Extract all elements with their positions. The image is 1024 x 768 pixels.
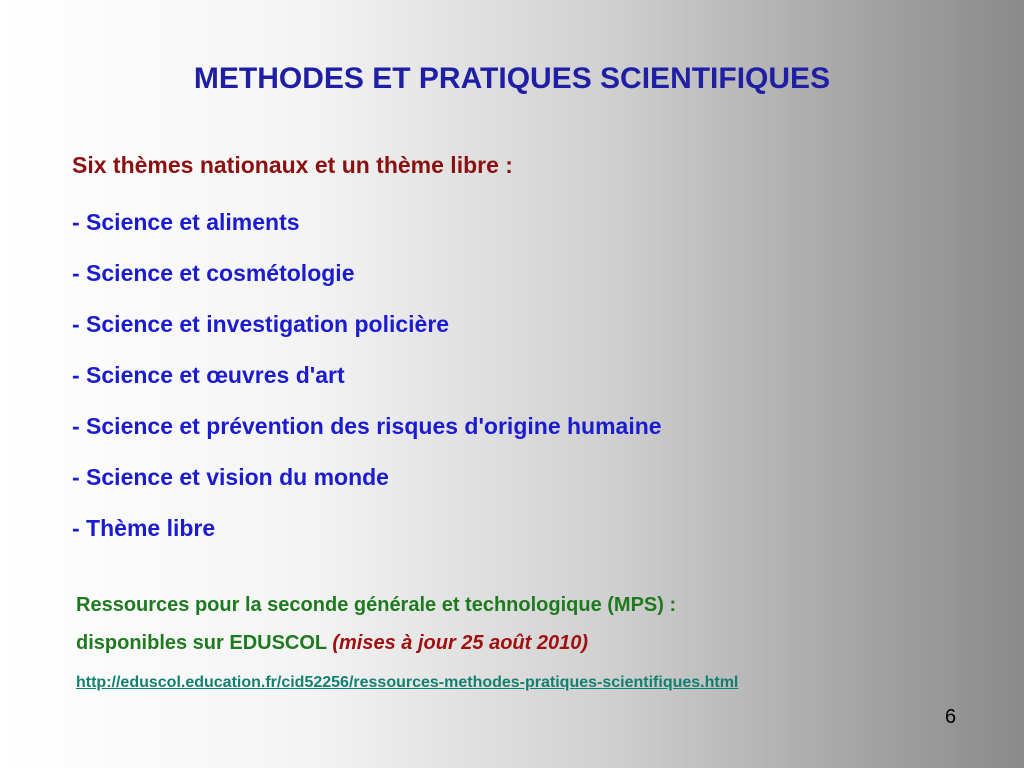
theme-item-oeuvres-art: - Science et œuvres d'art (72, 362, 345, 388)
theme-item-prevention-risques: - Science et prévention des risques d'origine humaine (72, 413, 662, 439)
availability-line (76, 624, 676, 662)
theme-item-theme-libre: - Thème libre (72, 515, 216, 541)
theme-item-vision-monde: - Science et vision du monde (72, 464, 389, 490)
theme-item-cosmetologie: - Science et cosmétologie (72, 260, 355, 286)
theme-list (72, 208, 662, 565)
slide-subtitle: Six thèmes nationaux et un thème libre : (72, 152, 513, 178)
resources-line: Ressources pour la seconde générale et technologique (MPS) : (76, 594, 677, 616)
eduscol-link[interactable]: http://eduscol.education.fr/cid52256/ressources-methodes-pratiques-scientifiques.html (76, 674, 739, 691)
theme-item-aliments: - Science et aliments (72, 209, 300, 235)
resources-block (76, 586, 676, 662)
availability-text: disponibles sur EDUSCOL (76, 632, 333, 654)
update-date-note: (mises à jour 25 août 2010) (332, 632, 589, 654)
page-number: 6 (945, 706, 957, 728)
slide-title: METHODES ET PRATIQUES SCIENTIFIQUES (193, 62, 831, 95)
theme-item-investigation: - Science et investigation policière (72, 311, 450, 337)
